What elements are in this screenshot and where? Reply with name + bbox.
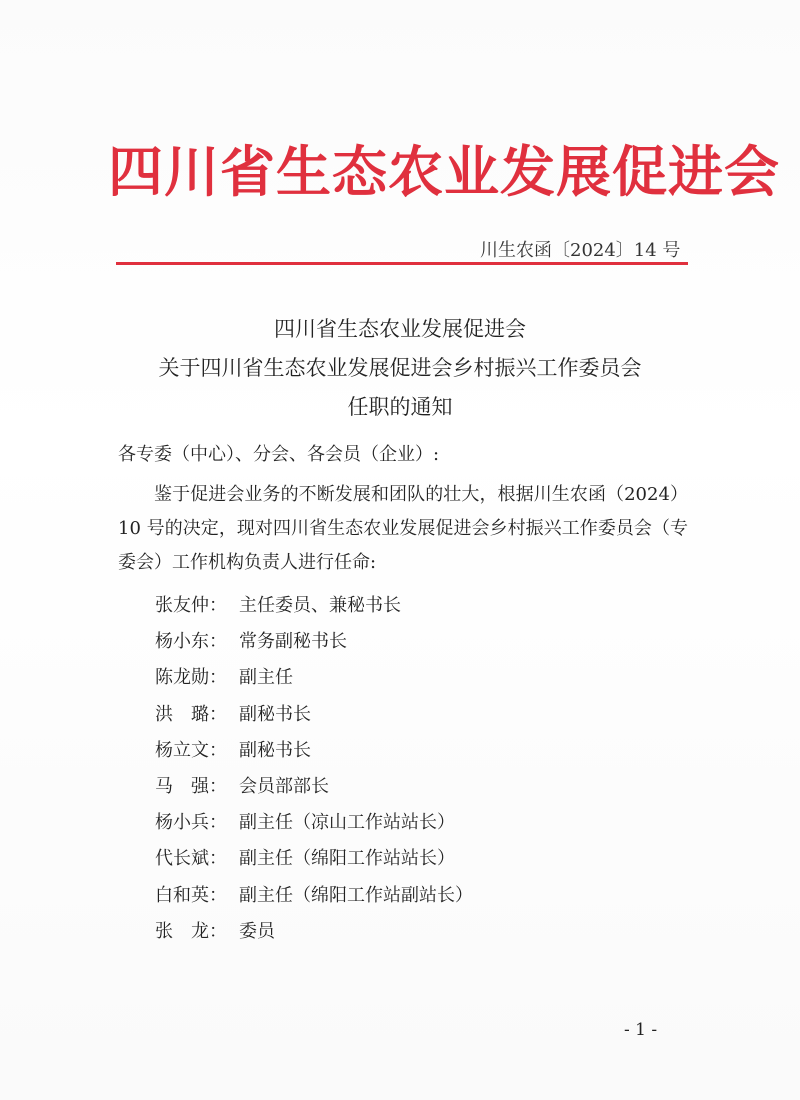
appointment-item [155,878,473,914]
appointee-role: 会员部部长 [239,775,329,797]
appointee-name: 陈龙勋： [155,667,227,689]
appointee-role: 副秘书长 [239,739,311,761]
notice-title [100,310,700,427]
appointee-role: 副秘书长 [239,703,311,725]
page-number: - 1 - [624,1020,658,1040]
appointee-name: 张友仲： [155,595,227,616]
title-line-1: 四川省生态农业发展促进会 [274,317,526,341]
masthead-red-divider [116,262,688,265]
appointee-name: 杨小兵： [155,812,227,834]
body-paragraph: 鉴于促进会业务的不断发展和团队的壮大，根据川生农函（2024）10 号的决定，现对四川省生态农业发展促进会乡村振兴工作委员会（专委会）工作机构负责人进行任命: [118,484,688,573]
salutation: 各专委（中心）、分会、各会员（企业）: [118,444,440,465]
appointment-item [155,769,473,805]
appointment-list [155,588,473,950]
appointee-role: 副主任 [239,667,293,689]
appointee-role: 主任委员、兼秘书长 [239,595,401,616]
appointment-item [155,914,473,950]
appointment-item [155,660,473,696]
appointee-name: 马 强： [155,775,227,797]
appointee-role: 常务副秘书长 [239,631,347,653]
appointee-role: 委员 [239,920,275,942]
appointee-role: 副主任（凉山工作站站长） [239,812,455,834]
appointee-name: 白和英： [155,884,227,906]
appointee-role: 副主任（绵阳工作站副站长） [239,884,473,906]
appointee-role: 副主任（绵阳工作站站长） [239,848,455,870]
appointee-name: 张 龙： [155,920,227,942]
appointment-item [155,841,473,877]
appointee-name: 杨小东： [155,631,227,653]
appointee-name: 代长斌： [155,848,227,870]
appointment-item [155,588,473,624]
appointment-item [155,697,473,733]
appointment-item [155,805,473,841]
title-line-3: 任职的通知 [347,395,453,419]
appointment-item [155,624,473,660]
document-number: 川生农函〔2024〕14 号 [480,240,681,261]
appointee-name: 杨立文： [155,739,227,761]
appointment-item [155,733,473,769]
appointee-name: 洪 璐： [155,703,227,725]
title-line-2: 关于四川省生态农业发展促进会乡村振兴工作委员会 [158,356,642,380]
masthead-title: 四川省生态农业发展促进会 [108,140,781,204]
